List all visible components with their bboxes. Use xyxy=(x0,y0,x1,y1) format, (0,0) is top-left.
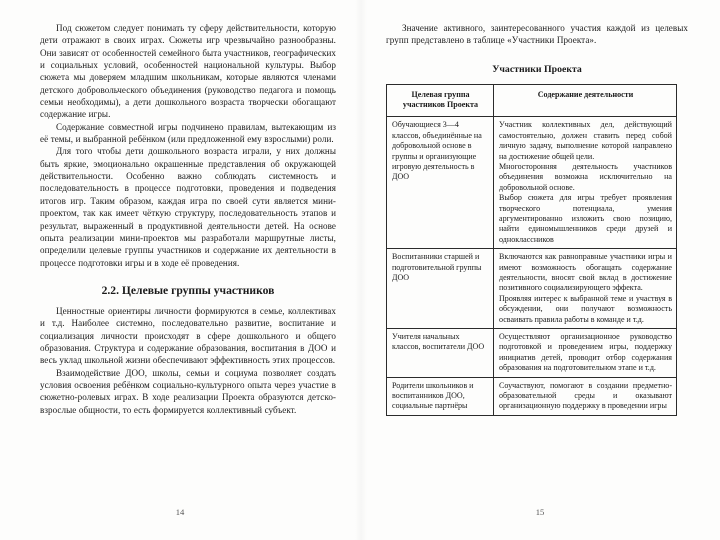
activity-paragraph: Проявляя интерес к выбранной теме и участвуя в обсуждении, они получают возможность осваивать правила работы в команде и т.д. xyxy=(499,293,672,324)
activity-paragraph: Включаются как равноправные участники игры и имеют возможность обогащать содержание деятельности, вносят свой вклад в достижение позитивного социализирующего эффекта. xyxy=(499,252,672,293)
table-row xyxy=(387,377,677,415)
paragraph: Содержание совместной игры подчинено правилам, вытекающим из её темы, и выбранной ребёнком (или предложенной ему взрослыми) роли. xyxy=(40,121,336,145)
cell-activity xyxy=(494,117,677,249)
activity-paragraph: Участник коллективных дел, действующий самостоятельно, должен ставить перед собой личную задачу, выполнение которой направлено на достижение общей цели. xyxy=(499,120,672,161)
table-row xyxy=(387,117,677,249)
page-number: 14 xyxy=(175,507,185,517)
cell-group: Учителя начальных классов, воспитатели ДОО xyxy=(387,329,494,378)
column-header-activity: Содержание деятельности xyxy=(494,84,677,117)
table-row xyxy=(387,249,677,329)
column-header-group: Целевая группа участников Проекта xyxy=(387,84,494,117)
section-heading: 2.2. Целевые группы участников xyxy=(101,283,275,297)
paragraph: Взаимодействие ДОО, школы, семьи и социума позволяет создать условия освоения ребёнком социально-культурного опыта через участие в сюжетно-ролевых играх. В ходе реализации Проекта образуются детско-взрослые общности, то есть формируется коллективный субъект. xyxy=(40,367,336,415)
activity-paragraph: Многосторонняя деятельность участников объединения возможна исключительно на добровольной основе. xyxy=(499,161,672,192)
table-header-row xyxy=(387,84,677,117)
table-body xyxy=(387,117,677,416)
paragraph: Ценностные ориентиры личности формируются в семье, коллективах и т.д. Наиболее системно, последовательно развитие, воспитание и социализация личности происходят в сфере дошкольного и общего образования. Структура и содержание образования, воспитания в ДОО и весь уклад школьной жизни обеспечивают эффективность этих процессов. xyxy=(40,305,336,366)
cell-activity xyxy=(494,249,677,329)
cell-group: Родители школьников и воспитанников ДОО, социальные партнёры xyxy=(387,377,494,415)
paragraph: Для того чтобы дети дошкольного возраста играли, у них должны быть яркие, эмоционально окрашенные представления об окружающей действительности. Особенно важно соблюдать системность и последовательность в процессе подготовки, проведения и подведения итогов игр. Таким образом, каждая игра по своей сути является мини-проектом, так как имеет чёткую структуру, последовательность этапов и результат, выраженный в продуктивной деятельности детей. На основе опыта реализации мини-проектов мы разработали маршрутные листы, определили целевые группы участников и содержание их деятельности в процессе подготовки игры и в ходе её проведения. xyxy=(40,146,336,268)
cell-group: Воспитанники старшей и подготовительной группы ДОО xyxy=(387,249,494,329)
cell-activity xyxy=(494,377,677,415)
activity-paragraph: Осуществляют организационное руководство подготовкой и проведением игры, поддержку инициатив детей, проводит отбор содержания образования на подготовительном этапе и т.д. xyxy=(499,332,672,373)
activity-paragraph: Соучаствуют, помогают в создании предметно-образовательной среды и оказывают организационную поддержку в проведении игры xyxy=(499,380,672,411)
paragraph: Значение активного, заинтересованного участия каждой из целевых групп представлено в таблице «Участники Проекта». xyxy=(386,23,688,46)
cell-activity xyxy=(494,329,677,378)
cell-group: Обучающиеся 3—4 классов, объединённые на добровольной основе в группы и организующие игровую деятельность в ДОО xyxy=(387,117,494,249)
activity-paragraph: Выбор сюжета для игры требует проявления творческого потенциала, умения аргументированно изложить свою позицию, найти единомышленников среди друзей и одноклассников xyxy=(499,193,672,244)
page-number: 15 xyxy=(535,507,545,517)
right-page xyxy=(360,0,720,540)
paragraph: Под сюжетом следует понимать ту сферу действительности, которую дети отражают в своих играх. Сюжеты игр чрезвычайно разнообразны. Они зависят от особенностей семейного быта участников, географических и социальных условий, особенностей национальной культуры. Выбор сюжета мы доверяем младшим школьникам, которые являются членами детского добровольческого объединения (руководство педагога и помощь семьи необходимы), а дети дошкольного возраста творчески обогащают содержание игры. xyxy=(40,23,336,120)
table-title: Участники Проекта xyxy=(492,63,582,75)
table-row xyxy=(387,329,677,378)
participants-table xyxy=(386,84,677,416)
